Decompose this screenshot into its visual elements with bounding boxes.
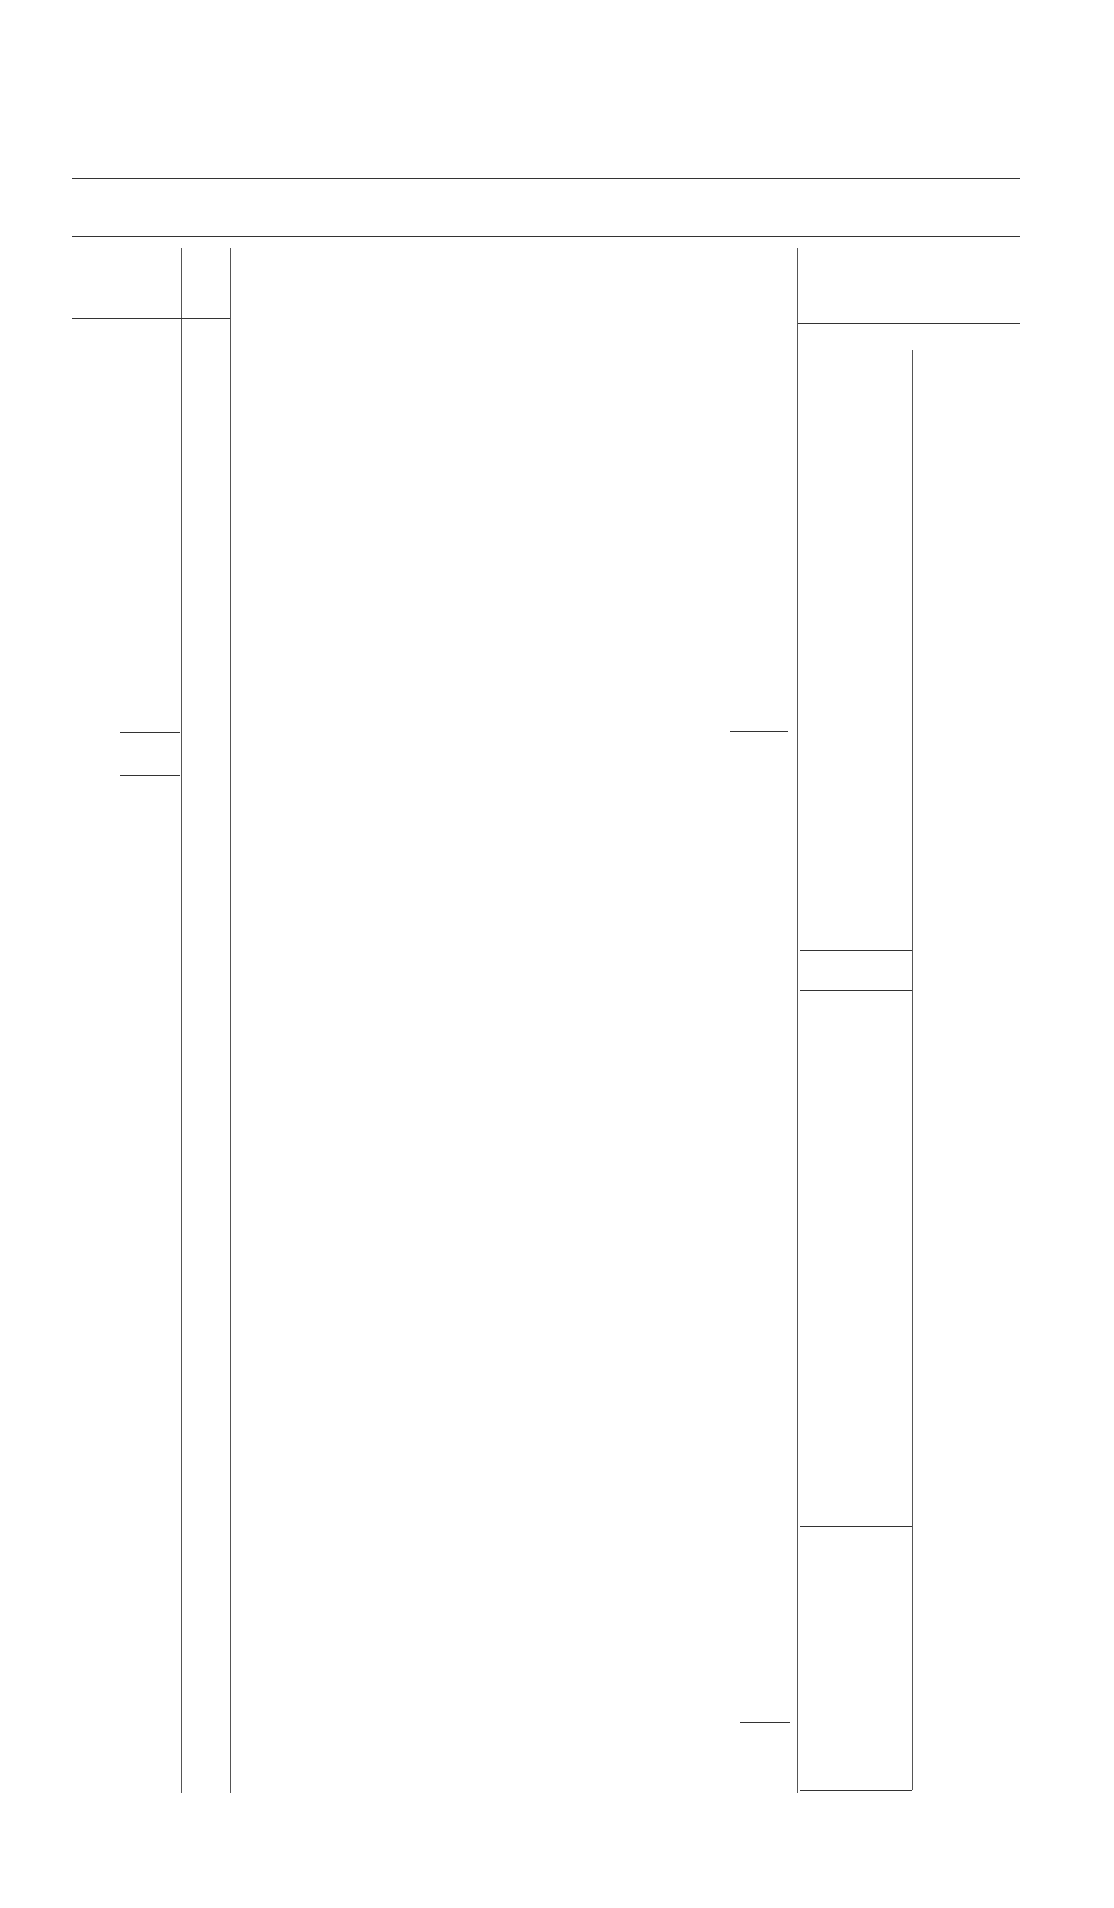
- subtotal-rule: [800, 990, 912, 991]
- total-rule: [800, 1790, 912, 1791]
- credits-sum-rule: [740, 1722, 790, 1723]
- item-header-rule: [184, 318, 230, 319]
- header-rule: [72, 178, 1020, 179]
- column-divider-persons: [181, 248, 182, 1793]
- table-top-rule: [72, 236, 1020, 237]
- column-divider-amount: [797, 248, 798, 1793]
- persons-rule: [120, 732, 180, 733]
- subtotal-rule: [800, 1526, 912, 1527]
- column-divider-item: [230, 248, 231, 1793]
- salary-sum-rule: [730, 731, 788, 732]
- year-header-rule: [798, 323, 1020, 324]
- persons-header-rule: [72, 318, 184, 319]
- subtotal-rule: [800, 950, 912, 951]
- persons-rule: [120, 775, 180, 776]
- column-divider-total: [912, 350, 913, 1790]
